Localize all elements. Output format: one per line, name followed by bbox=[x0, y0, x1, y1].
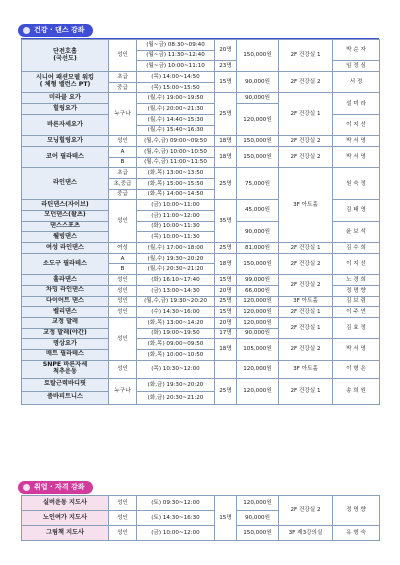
course-name: 모닝힐링요가 bbox=[22, 136, 109, 147]
capacity: 20명 bbox=[215, 40, 237, 61]
course-name: 교정 발레 bbox=[22, 317, 109, 328]
room: 2F 건강실 2 bbox=[279, 496, 333, 526]
table-row bbox=[22, 496, 380, 511]
course-name: 미라클 요가 bbox=[22, 93, 109, 104]
teacher: 김 보 림 bbox=[333, 296, 380, 307]
fee: 75,000원 bbox=[237, 168, 279, 200]
bullet-icon bbox=[23, 27, 30, 34]
section-header-health-dance bbox=[18, 24, 93, 37]
time: (금) 10:00~12:00 bbox=[137, 526, 215, 541]
fee: 150,000원 bbox=[237, 136, 279, 147]
capacity: 25명 bbox=[215, 93, 237, 136]
course-name: 라틴댄스(자이브) bbox=[22, 200, 109, 211]
time: (금) 11:00~12:00 bbox=[137, 211, 215, 222]
time: (화,목) 15:00~15:50 bbox=[137, 178, 215, 189]
capacity: 18명 bbox=[215, 339, 237, 360]
target: 성인 bbox=[109, 136, 137, 147]
fee: 150,000원 bbox=[237, 253, 279, 274]
time: (월,수) 19:00~19:50 bbox=[137, 93, 215, 104]
fee: 90,000원 bbox=[237, 511, 279, 526]
table-row bbox=[22, 339, 380, 350]
capacity: 25명 bbox=[215, 296, 237, 307]
course-name: 힐링요가 bbox=[22, 104, 109, 115]
room: 2F 건강실 2 bbox=[279, 253, 333, 274]
capacity: 25명 bbox=[215, 168, 237, 200]
target: 성인 bbox=[109, 526, 137, 541]
time: (월~금) 11:30~12:40 bbox=[137, 50, 215, 61]
table-row bbox=[22, 243, 380, 254]
time: (월,수) 19:30~20:20 bbox=[137, 253, 215, 264]
table-row bbox=[22, 378, 380, 391]
capacity: 20명 bbox=[215, 317, 237, 328]
course-name: 그림책 지도사 bbox=[22, 526, 109, 541]
target: 초급 bbox=[109, 72, 137, 83]
table-row bbox=[22, 360, 380, 378]
time: (토) 14:30~16:30 bbox=[137, 511, 215, 526]
capacity: 18명 bbox=[215, 253, 237, 274]
teacher: 이 지 선 bbox=[333, 253, 380, 274]
capacity bbox=[215, 360, 237, 378]
capacity: 25명 bbox=[215, 243, 237, 254]
fee: 120,000원 bbox=[237, 360, 279, 378]
time: (화) 19:00~19:50 bbox=[137, 328, 215, 339]
fee: 150,000원 bbox=[237, 146, 279, 167]
table-row bbox=[22, 317, 380, 328]
table-row bbox=[22, 275, 380, 286]
target: 중급 bbox=[109, 82, 137, 93]
course-name: 코어 필라테스 bbox=[22, 146, 109, 167]
fee: 120,000원 bbox=[237, 496, 279, 511]
capacity: 15명 bbox=[215, 307, 237, 318]
time: (월,수) 14:40~15:30 bbox=[137, 114, 215, 125]
capacity: 15명 bbox=[215, 496, 237, 541]
course-name: 바른자세요가 bbox=[22, 114, 109, 135]
time: (화,목) 13:00~14:20 bbox=[137, 317, 215, 328]
table-row bbox=[22, 40, 380, 51]
teacher: 박 서 영 bbox=[333, 339, 380, 360]
target: 누구나 bbox=[109, 378, 137, 404]
target: 여성 bbox=[109, 243, 137, 254]
fee: 81,000원 bbox=[237, 243, 279, 254]
room: 2F 건강실 1 bbox=[279, 317, 333, 338]
table-row bbox=[22, 168, 380, 179]
fee: 120,000원 bbox=[237, 296, 279, 307]
course-name: 명상요가 bbox=[22, 339, 109, 350]
course-name: 실버운동 지도사 bbox=[22, 496, 109, 511]
target: 성인 bbox=[109, 317, 137, 360]
capacity: 18명 bbox=[215, 136, 237, 147]
teacher: 박 서 영 bbox=[333, 136, 380, 147]
time: (화,목) 13:00~13:50 bbox=[137, 168, 215, 179]
capacity: 17명 bbox=[215, 328, 237, 339]
time: (월,수,금) 19:30~20:20 bbox=[137, 296, 215, 307]
fee: 99,000원 bbox=[237, 275, 279, 286]
fee: 150,000원 bbox=[237, 40, 279, 72]
room: 3F 아트홀 bbox=[279, 296, 333, 307]
room: 2F 건강실 2 bbox=[279, 339, 333, 360]
teacher: 박 순 자 bbox=[333, 40, 380, 61]
target: B bbox=[109, 264, 137, 275]
fee: 120,000원 bbox=[237, 307, 279, 318]
teacher: 김 태 영 bbox=[333, 200, 380, 221]
fee: 90,000원 bbox=[237, 72, 279, 93]
table-row bbox=[22, 136, 380, 147]
course-name: 노인여가 지도사 bbox=[22, 511, 109, 526]
time: (목) 10:00~11:30 bbox=[137, 232, 215, 243]
room: 2F 건강실 1 bbox=[279, 40, 333, 72]
time: (화,금) 20:30~21:20 bbox=[137, 391, 215, 404]
target: 성인 bbox=[109, 285, 137, 296]
course-name: 훌라댄스 bbox=[22, 275, 109, 286]
course-table-job-certificate bbox=[21, 495, 380, 541]
time: (금) 13:00~14:30 bbox=[137, 285, 215, 296]
target: A bbox=[109, 146, 137, 157]
time: (월,수,금) 11:00~11:50 bbox=[137, 157, 215, 168]
table-row bbox=[22, 526, 380, 541]
table-row bbox=[22, 93, 380, 104]
room: 3F 제3강의실 bbox=[279, 526, 333, 541]
time: (월,수) 20:00~21:30 bbox=[137, 104, 215, 115]
course-name: 시니어 패션모델 워킹 ( 체형 밸런스 PT) bbox=[22, 72, 109, 93]
time: (월~금) 10:00~11:10 bbox=[137, 61, 215, 72]
room: 2F 건강실 1 bbox=[279, 307, 333, 318]
time: (월,수) 15:40~16:30 bbox=[137, 125, 215, 136]
teacher: 정 명 향 bbox=[333, 496, 380, 526]
time: (화,목) 09:00~09:50 bbox=[137, 339, 215, 350]
teacher: 윤 보 석 bbox=[333, 221, 380, 242]
time: (토) 09:30~12:00 bbox=[137, 496, 215, 511]
course-name: 라인댄스 bbox=[22, 168, 109, 200]
fee: 120,000원 bbox=[237, 317, 279, 328]
target: 성인 bbox=[109, 200, 137, 243]
capacity: 15명 bbox=[215, 275, 237, 286]
target: 초급 bbox=[109, 168, 137, 179]
course-name: 여성 라인댄스 bbox=[22, 243, 109, 254]
time: (목) 15:00~15:50 bbox=[137, 82, 215, 93]
time: (목) 10:30~12:00 bbox=[137, 360, 215, 378]
target: 중급 bbox=[109, 189, 137, 200]
target: B bbox=[109, 157, 137, 168]
room: 3F 아트홀 bbox=[279, 168, 333, 243]
teacher: 원 숙 정 bbox=[333, 168, 380, 200]
teacher: 설 미 라 bbox=[333, 93, 380, 114]
teacher: 박 서 영 bbox=[333, 146, 380, 167]
teacher: 이 형 은 bbox=[333, 360, 380, 378]
fee: 150,000원 bbox=[237, 526, 279, 541]
course-name: SNPE 바른자세 척추운동 bbox=[22, 360, 109, 378]
section-title: 건강 · 댄스 강좌 bbox=[34, 26, 85, 34]
course-name: 단전호흡 (국선도) bbox=[22, 40, 109, 72]
table-row bbox=[22, 253, 380, 264]
time: (화) 10:00~11:30 bbox=[137, 221, 215, 232]
course-name: 토탈근력바디핏 bbox=[22, 378, 109, 391]
room: 2F 건강실 2 bbox=[279, 146, 333, 167]
teacher: 송 희 원 bbox=[333, 378, 380, 404]
time: (월,수) 20:30~21:20 bbox=[137, 264, 215, 275]
course-name: 차밍 라인댄스 bbox=[22, 285, 109, 296]
teacher: 이 주 연 bbox=[333, 307, 380, 318]
target: 성인 bbox=[109, 40, 137, 72]
fee: 90,000원 bbox=[237, 93, 279, 104]
course-name: 댄스스포츠 bbox=[22, 221, 109, 232]
teacher: 김 수 희 bbox=[333, 243, 380, 254]
capacity: 15명 bbox=[215, 72, 237, 93]
teacher: 이 지 선 bbox=[333, 114, 380, 135]
table-row bbox=[22, 296, 380, 307]
target: 성인 bbox=[109, 360, 137, 378]
course-name: 다이어트 댄스 bbox=[22, 296, 109, 307]
course-table-health-dance bbox=[21, 39, 380, 405]
room: 2F 건강실 2 bbox=[279, 136, 333, 147]
time: (수) 14:30~16:00 bbox=[137, 307, 215, 318]
capacity: 20명 bbox=[215, 285, 237, 296]
time: (월,수) 17:00~18:00 bbox=[137, 243, 215, 254]
course-name: 웰빙댄스 bbox=[22, 232, 109, 243]
time: (화,목) 10:00~10:50 bbox=[137, 349, 215, 360]
target: 성인 bbox=[109, 511, 137, 526]
fee: 45,000원 bbox=[237, 200, 279, 221]
time: (목) 14:00~14:50 bbox=[137, 72, 215, 83]
target: 누구나 bbox=[109, 93, 137, 136]
time: (월~금) 08:30~09:40 bbox=[137, 40, 215, 51]
table-row bbox=[22, 146, 380, 157]
teacher: 노 경 희 bbox=[333, 275, 380, 286]
course-name: 벨리댄스 bbox=[22, 307, 109, 318]
course-name: 줌바피트니스 bbox=[22, 391, 109, 404]
target: 성인 bbox=[109, 307, 137, 318]
target: 초,중급 bbox=[109, 178, 137, 189]
fee: 120,000원 bbox=[237, 378, 279, 404]
table-row bbox=[22, 307, 380, 318]
room: 2F 건강실 1 bbox=[279, 93, 333, 136]
teacher: 서 정 bbox=[333, 72, 380, 93]
fee: 105,000원 bbox=[237, 339, 279, 360]
teacher: 김 효 정 bbox=[333, 317, 380, 338]
fee: 66,000원 bbox=[237, 285, 279, 296]
bullet-icon bbox=[23, 484, 30, 491]
course-name: 소도구 필라테스 bbox=[22, 253, 109, 274]
room: 3F 아트홀 bbox=[279, 360, 333, 378]
capacity: 25명 bbox=[215, 378, 237, 404]
course-name: 매트 필라테스 bbox=[22, 349, 109, 360]
target: 성인 bbox=[109, 296, 137, 307]
target: 성인 bbox=[109, 275, 137, 286]
fee: 120,000원 bbox=[237, 104, 279, 136]
time: (금) 10:00~11:00 bbox=[137, 200, 215, 211]
room: 2F 건강실 2 bbox=[279, 72, 333, 93]
teacher: 임 정 심 bbox=[333, 61, 380, 72]
target: A bbox=[109, 253, 137, 264]
table-row bbox=[22, 72, 380, 83]
time: (월,수,금) 09:00~09:50 bbox=[137, 136, 215, 147]
time: (화) 16:10~17:40 bbox=[137, 275, 215, 286]
fee: 90,000원 bbox=[237, 221, 279, 242]
room: 2F 건강실 1 bbox=[279, 378, 333, 404]
section-title: 취업 · 자격 강좌 bbox=[34, 483, 85, 491]
course-name: 모던댄스(왈츠) bbox=[22, 211, 109, 222]
course-name: 교정 발레(야간) bbox=[22, 328, 109, 339]
capacity: 23명 bbox=[215, 61, 237, 72]
fee: 90,000원 bbox=[237, 328, 279, 339]
target: 성인 bbox=[109, 496, 137, 511]
capacity: 35명 bbox=[215, 200, 237, 243]
room: 2F 건강실 1 bbox=[279, 243, 333, 254]
capacity: 18명 bbox=[215, 146, 237, 167]
time: (월,수,금) 10:00~10:50 bbox=[137, 146, 215, 157]
section-header-job-certificate bbox=[18, 481, 93, 494]
teacher: 유 형 숙 bbox=[333, 526, 380, 541]
time: (화,금) 19:30~20:20 bbox=[137, 378, 215, 391]
teacher: 정 명 향 bbox=[333, 285, 380, 296]
room: 2F 건강실 2 bbox=[279, 275, 333, 296]
time: (화,목) 14:00~14:50 bbox=[137, 189, 215, 200]
